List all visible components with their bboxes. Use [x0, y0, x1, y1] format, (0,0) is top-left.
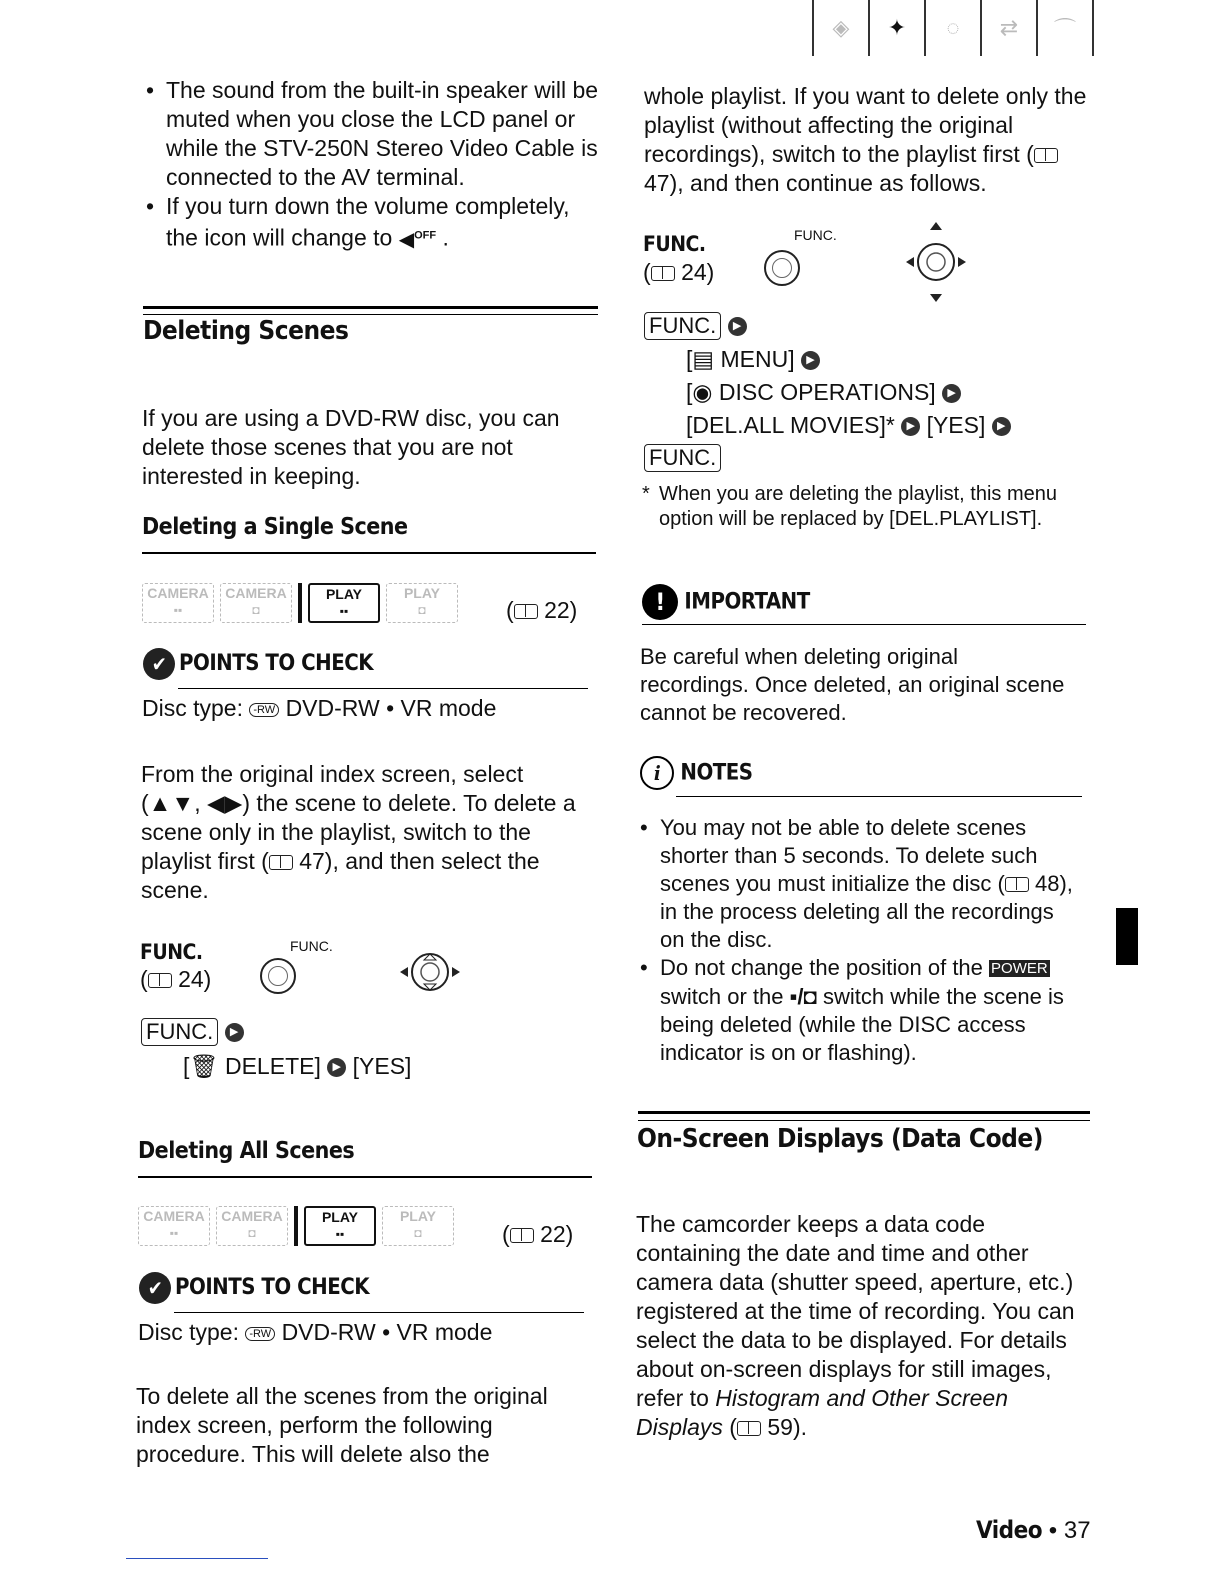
divider [638, 1111, 1090, 1114]
func-button-label: FUNC. [644, 312, 721, 340]
mode-reference: ( 22) [506, 597, 578, 623]
arrow-icon: ▶ [992, 417, 1011, 436]
single-scene-steps [141, 1018, 244, 1046]
trash-icon: 🗑 [189, 1053, 219, 1079]
section-title-data-code: On-Screen Displays (Data Code) [637, 1124, 1043, 1154]
func-small-label: FUNC. [290, 938, 333, 954]
func-button-icon [764, 250, 800, 286]
notes-list [638, 814, 1084, 1067]
single-scene-instructions: From the original index screen, select (▲▼, ◀▶) the scene to delete. To delete a scene only in the playlist, switch to the playlist first ( 47), and then select the scene. [141, 761, 576, 903]
points-to-check-header: ✔ POINTS TO CHECK [139, 1272, 369, 1304]
book-icon [651, 266, 675, 281]
connect-icon: ⇄ [980, 0, 1036, 56]
func-label: FUNC. [140, 940, 203, 964]
warning-icon: ! [642, 584, 678, 620]
bullet-text: If you turn down the volume completely, the icon will change to [166, 193, 570, 251]
arrow-icon: ▶ [942, 384, 961, 403]
book-icon [737, 1421, 761, 1436]
subsection-title-single-scene: Deleting a Single Scene [142, 514, 408, 540]
deleting-scenes-intro: If you are using a DVD-RW disc, you can delete those scenes that you are not interested in keeping. [142, 405, 560, 489]
checkmark-icon: ✔ [143, 648, 175, 680]
book-icon [1005, 877, 1029, 892]
list-item: • You may not be able to delete scenes shorter than 5 seconds. To delete such scenes you must initialize the disc ( 48), in the process deleting all the recordings on the disc. [638, 814, 1084, 954]
dvd-rw-icon: -RW [245, 1327, 275, 1341]
func-small-label: FUNC. [794, 227, 837, 243]
delete-all-steps [644, 312, 747, 340]
video-camera-icon: ✦ [868, 0, 924, 56]
list-item [144, 76, 604, 192]
disc-operations-step: [◉ DISC OPERATIONS] ▶ [686, 378, 961, 407]
final-func-step [644, 444, 721, 472]
mode-icons [138, 1206, 460, 1246]
joystick-icon [398, 940, 462, 1004]
divider [142, 552, 596, 554]
footnote: * When you are deleting the playlist, this menu option will be replaced by [DEL.PLAYLIST]. [642, 483, 1057, 530]
data-code-text: The camcorder keeps a data code containing the date and time and other camera data (shutter speed, aperture, etc.) registered at the time of recording. You can select the data to be displayed. For details about on-screen displays for still images, refer to Histogram and Other Screen Displays ( 59). [636, 1211, 1075, 1440]
mode-camera-photo: CAMERA ◘ [216, 1206, 288, 1246]
footer-mark [126, 1558, 268, 1559]
mode-play-movie: PLAY ▪▪ [308, 583, 380, 623]
mode-separator [298, 583, 302, 623]
divider [638, 1120, 1090, 1121]
delete-step: [🗑 DELETE] ▶ [YES] [183, 1053, 412, 1079]
important-text: Be careful when deleting original recordings. Once deleted, an original scene cannot be recovered. [640, 644, 1065, 725]
mode-camera-movie: CAMERA ▪▪ [138, 1206, 210, 1246]
arrow-icon: ▶ [901, 417, 920, 436]
mode-icons [142, 583, 464, 623]
footer-section: Video [976, 1516, 1043, 1544]
arrow-icon: ▶ [327, 1058, 346, 1077]
mode-play-photo: PLAY ◘ [386, 583, 458, 623]
divider [138, 1176, 592, 1178]
arrow-icon: ▶ [225, 1023, 244, 1042]
mode-reference: ( 22) [502, 1221, 574, 1247]
mode-camera-photo: CAMERA ◘ [220, 583, 292, 623]
book-icon [1034, 148, 1058, 163]
power-switch-label: POWER [991, 960, 1048, 977]
left-bullet-list [144, 76, 604, 255]
dvd-rw-icon: -RW [249, 703, 279, 717]
menu-icon: ▤ [692, 346, 715, 372]
points-to-check-header: ✔ POINTS TO CHECK [143, 648, 373, 680]
chapter-edge-marker [1116, 908, 1138, 965]
mode-play-movie: PLAY ▪▪ [304, 1206, 376, 1246]
page-number: 37 [1063, 1517, 1091, 1544]
footer-bullet: • [1048, 1517, 1058, 1544]
func-reference: ( 24) [643, 259, 715, 285]
additional-info-icon: ⌒ [1036, 0, 1094, 56]
delete-all-step: [DEL.ALL MOVIES]* ▶ [YES] ▶ [686, 411, 1011, 440]
func-button-label: FUNC. [141, 1018, 218, 1046]
book-icon [148, 973, 172, 988]
disc-icon: ◉ [692, 379, 713, 405]
menu-step: [▤ MENU] ▶ [686, 345, 820, 374]
joystick-icon [904, 222, 968, 302]
important-header: ! IMPORTANT [642, 584, 810, 620]
func-reference: ( 24) [140, 966, 212, 992]
playlist-continuation: whole playlist. If you want to delete only the playlist (without affecting the original recordings), switch to the playlist first ( 47), and then continue as follows. [644, 83, 1087, 196]
book-icon [510, 1228, 534, 1243]
mode-play-photo: PLAY ◘ [382, 1206, 454, 1246]
movie-photo-switch-icon: ▪/◘ [789, 984, 817, 1009]
divider [676, 796, 1082, 797]
divider [642, 624, 1086, 625]
checkmark-icon: ✔ [139, 1272, 171, 1304]
speaker-mute-icon: ◀$^{OFF}$ [398, 228, 437, 251]
func-button-label: FUNC. [644, 444, 721, 472]
book-icon [269, 855, 293, 870]
arrow-icon: ▶ [801, 351, 820, 370]
disc-type-line: Disc type: -RW DVD-RW • VR mode [142, 695, 497, 721]
disc-type-line: Disc type: -RW DVD-RW • VR mode [138, 1319, 493, 1345]
divider [143, 306, 598, 309]
mode-camera-movie: CAMERA ▪▪ [142, 583, 214, 623]
photo-camera-icon: ◌ [924, 0, 980, 56]
intro-icon: ◈ [812, 0, 868, 56]
page-footer [976, 1516, 1091, 1545]
info-icon: i [640, 756, 674, 790]
list-item: • If you turn down the volume completely, the icon will change to ◀$^{OFF}$ . [144, 192, 604, 255]
divider [178, 688, 588, 689]
subsection-title-all-scenes: Deleting All Scenes [138, 1138, 355, 1164]
all-scenes-intro: To delete all the scenes from the original index screen, perform the following procedure. This will delete also the [136, 1383, 548, 1467]
func-label: FUNC. [643, 232, 706, 256]
chapter-tab-bar [812, 0, 1094, 56]
list-item: • Do not change the position of the POWER switch or the ▪/◘ switch while the scene is being deleted (while the DISC access indicator is on or flashing). [638, 954, 1084, 1067]
divider [174, 1312, 584, 1313]
func-button-icon [260, 958, 296, 994]
book-icon [514, 604, 538, 619]
arrow-icon: ▶ [728, 317, 747, 336]
mode-separator [294, 1206, 298, 1246]
section-title-deleting-scenes: Deleting Scenes [143, 316, 349, 346]
divider [143, 314, 598, 315]
notes-header: i NOTES [640, 756, 753, 790]
bullet-text: The sound from the built-in speaker will be muted when you close the LCD panel or while the STV-250N Stereo Video Cable is connected to the AV terminal. [166, 77, 599, 190]
